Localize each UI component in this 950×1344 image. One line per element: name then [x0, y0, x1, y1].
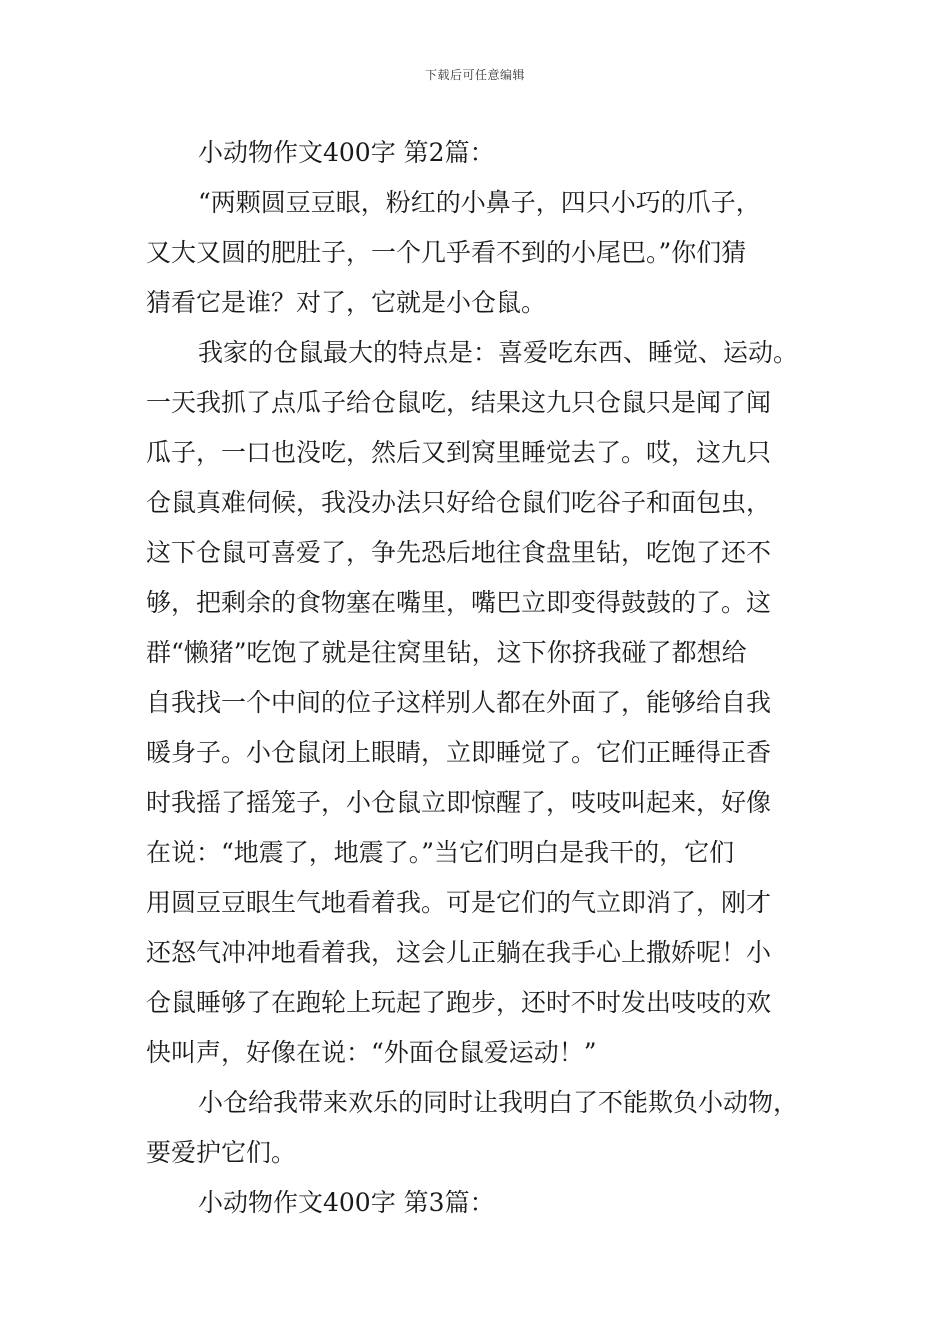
- paragraph-line: 自我找一个中间的位子这样别人都在外面了，能够给自我: [146, 688, 772, 717]
- paragraph-line: “两颗圆豆豆眼，粉红的小鼻子，四只小巧的爪子，: [198, 188, 761, 217]
- paragraph-line: 时我摇了摇笼子，小仓鼠立即惊醒了，吱吱叫起来，好像: [146, 788, 772, 817]
- paragraph-line: 仓鼠睡够了在跑轮上玩起了跑步，还时不时发出吱吱的欢: [146, 988, 772, 1017]
- paragraph-line: 我家的仓鼠最大的特点是：喜爱吃东西、睡觉、运动。: [198, 338, 799, 367]
- paragraph-line: 要爱护它们。: [146, 1138, 297, 1167]
- header-note: 下载后可任意编辑: [424, 68, 525, 82]
- section-heading: 小动物作文400字 第2篇：: [198, 138, 495, 167]
- paragraph-line: 用圆豆豆眼生气地看着我。可是它们的气立即消了，刚才: [146, 888, 772, 917]
- paragraph-line: 还怒气冲冲地看着我，这会儿正躺在我手心上撒娇呢！小: [146, 938, 772, 967]
- section-heading: 小动物作文400字 第3篇：: [198, 1188, 495, 1217]
- document-body: [146, 128, 818, 1228]
- paragraph-line: 这下仓鼠可喜爱了，争先恐后地往食盘里钻，吃饱了还不: [146, 538, 772, 567]
- paragraph-line: 猜看它是谁？对了，它就是小仓鼠。: [146, 288, 547, 317]
- paragraph-line: 群“懒猪”吃饱了就是往窝里钻，这下你挤我碰了都想给: [146, 638, 747, 667]
- paragraph-line: 暖身子。小仓鼠闭上眼睛，立即睡觉了。它们正睡得正香: [146, 738, 772, 767]
- paragraph-line: 在说：“地震了，地震了。”当它们明白是我干的，它们: [146, 838, 735, 867]
- paragraph-line: 够，把剩余的食物塞在嘴里，嘴巴立即变得鼓鼓的了。这: [146, 588, 772, 617]
- paragraph-line: 又大又圆的肥肚子，一个几乎看不到的小尾巴。”你们猜: [146, 238, 747, 267]
- paragraph-line: 仓鼠真难伺候，我没办法只好给仓鼠们吃谷子和面包虫，: [146, 488, 772, 517]
- paragraph-line: 快叫声，好像在说：“外面仓鼠爱运动！”: [146, 1038, 597, 1067]
- paragraph-line: 一天我抓了点瓜子给仓鼠吃，结果这九只仓鼠只是闻了闻: [146, 388, 772, 417]
- paragraph-line: 小仓给我带来欢乐的同时让我明白了不能欺负小动物，: [198, 1088, 799, 1117]
- paragraph-line: 瓜子，一口也没吃，然后又到窝里睡觉去了。哎，这九只: [146, 438, 772, 467]
